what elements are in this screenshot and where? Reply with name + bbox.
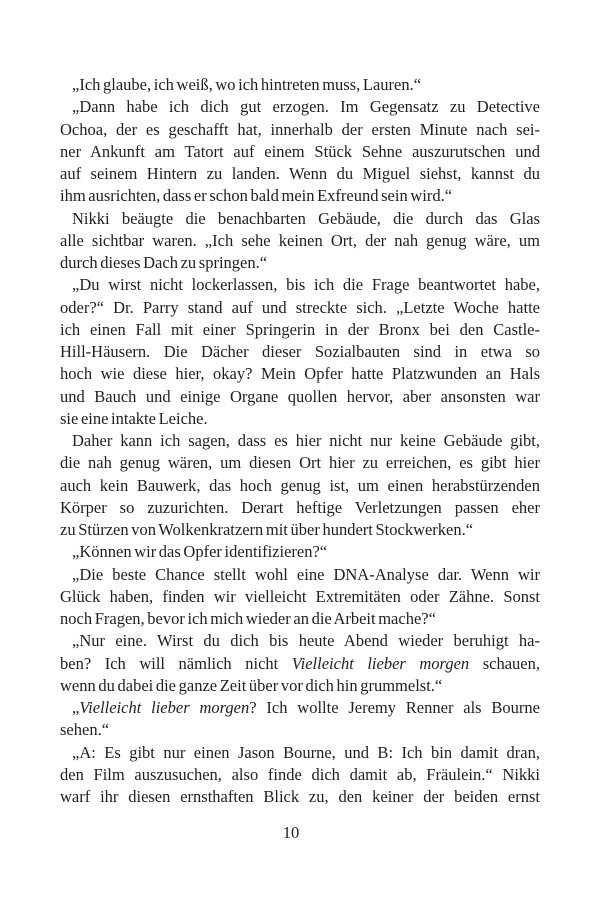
text-line: [60, 408, 540, 430]
text-line: [60, 675, 540, 697]
paragraph: [60, 274, 540, 430]
text-line: [60, 386, 540, 408]
text-line: [60, 653, 540, 675]
text-line: [60, 74, 540, 96]
text-segment: „Dann habe ich dich gut erzogen. Im Gegensatz zu Detective: [72, 97, 540, 117]
text-segment: ihm ausrichten, dass er schon bald mein Exfreund sein wird.“: [60, 186, 453, 206]
text-line: [60, 274, 540, 296]
text-line: [60, 230, 540, 252]
paragraph: [60, 697, 540, 742]
text-segment: „: [72, 698, 80, 717]
text-segment: „Ich glaube, ich weiß, wo ich hintreten muss, Lauren.“: [72, 75, 422, 94]
text-line: [60, 630, 540, 652]
text-line: [60, 252, 540, 274]
text-segment: „Die beste Chance stellt wohl eine DNA-Analyse dar. Wenn wir: [72, 564, 540, 584]
text-line: [60, 719, 540, 741]
text-segment: Ochoa, der es geschafft hat, innerhalb der ersten Minute nach sei-: [60, 119, 540, 139]
text-line: [60, 519, 540, 541]
text-segment: „Können wir das Opfer identifizieren?“: [72, 542, 328, 562]
text-segment: Nikki beäugte die benachbarten Gebäude, die durch das Glas: [72, 208, 540, 228]
text-segment: durch dieses Dach zu springen.“: [60, 253, 268, 272]
text-segment: ich einen Fall mit einer Springerin in der Bronx bei den Castle-: [60, 319, 540, 339]
text-segment: ner Ankunft am Tatort auf einem Stück Sehne auszurutschen und: [60, 141, 540, 161]
text-segment: auch kein Bauwerk, das hoch genug ist, um einen herabstürzenden: [60, 475, 540, 495]
text-segment: „A: Es gibt nur einen Jason Bourne, und B: Ich bin damit dran,: [72, 742, 540, 762]
italic-text-segment: Vielleicht lieber morgen: [79, 698, 250, 717]
text-segment: Körper so zuzurichten. Derart heftige Verletzungen passen eher: [60, 497, 540, 517]
text-segment: sehen.“: [60, 720, 110, 740]
text-segment: Daher kann ich sagen, dass es hier nicht nur keine Gebäude gibt,: [72, 431, 540, 450]
paragraph: [60, 742, 540, 809]
text-segment: zu Stürzen von Wolkenkratzern mit über hundert Stockwerken.“: [60, 520, 474, 539]
text-line: [60, 452, 540, 474]
text-line: [60, 786, 540, 808]
text-segment: ? Ich wollte Jeremy Renner als Bourne: [249, 698, 540, 717]
text-line: [60, 475, 540, 497]
page-number: 10: [282, 823, 300, 842]
text-line: [60, 697, 540, 719]
text-line: [60, 208, 540, 230]
paragraph: [60, 630, 540, 697]
text-segment: sie eine intakte Leiche.: [60, 408, 208, 428]
text-segment: ben? Ich will nämlich nicht: [60, 653, 292, 673]
text-line: [60, 541, 540, 563]
text-line: [60, 119, 540, 141]
text-segment: hoch wie diese hier, okay? Mein Opfer hatte Platzwunden an Hals: [60, 364, 540, 384]
text-line: [60, 96, 540, 118]
text-line: [60, 141, 540, 163]
text-segment: warf ihr diesen ernsthaften Blick zu, den keiner der beiden ernst: [60, 787, 540, 806]
text-segment: wenn du dabei die ganze Zeit über vor dich hin grummelst.“: [60, 675, 443, 695]
page-text: [60, 74, 540, 808]
paragraph: [60, 541, 540, 563]
text-line: [60, 430, 540, 452]
text-line: [60, 608, 540, 630]
text-line: [60, 363, 540, 385]
text-segment: noch Fragen, bevor ich mich wieder an die Arbeit mache?“: [60, 609, 436, 628]
text-segment: „Du wirst nicht lockerlassen, bis ich die Frage beantwortet habe,: [72, 275, 540, 295]
paragraph: [60, 74, 540, 96]
text-line: [60, 764, 540, 786]
italic-text-segment: Vielleicht lieber morgen: [291, 653, 470, 673]
text-line: [60, 564, 540, 586]
text-line: [60, 341, 540, 363]
text-segment: Hill-Häusern. Die Dächer dieser Sozialbauten sind in etwa so: [60, 342, 540, 361]
paragraph: [60, 208, 540, 275]
text-segment: alle sichtbar waren. „Ich sehe keinen Ort, der nah genug wäre, um: [60, 230, 540, 250]
text-segment: auf seinem Hintern zu landen. Wenn du Miguel siehst, kannst du: [60, 164, 540, 183]
text-segment: oder?“ Dr. Parry stand auf und streckte sich. „Letzte Woche hatte: [60, 297, 540, 317]
text-line: [60, 185, 540, 207]
text-line: [60, 586, 540, 608]
text-segment: den Film auszusuchen, also finde dich damit ab, Fräulein.“ Nikki: [60, 764, 540, 784]
text-segment: und Bauch und einige Organe quollen hervor, aber ansonsten war: [60, 386, 540, 406]
text-line: [60, 497, 540, 519]
text-line: [60, 297, 540, 319]
paragraph: [60, 430, 540, 541]
text-line: [60, 163, 540, 185]
text-segment: Glück haben, finden wir vielleicht Extremitäten oder Zähne. Sonst: [60, 586, 540, 606]
text-line: [60, 742, 540, 764]
paragraph: [60, 96, 540, 207]
text-line: [60, 319, 540, 341]
paragraph: [60, 564, 540, 631]
text-segment: schauen,: [469, 653, 540, 673]
text-segment: die nah genug wären, um diesen Ort hier zu erreichen, es gibt hier: [60, 453, 540, 473]
text-segment: „Nur eine. Wirst du dich bis heute Abend wieder beruhigt ha-: [72, 631, 540, 651]
